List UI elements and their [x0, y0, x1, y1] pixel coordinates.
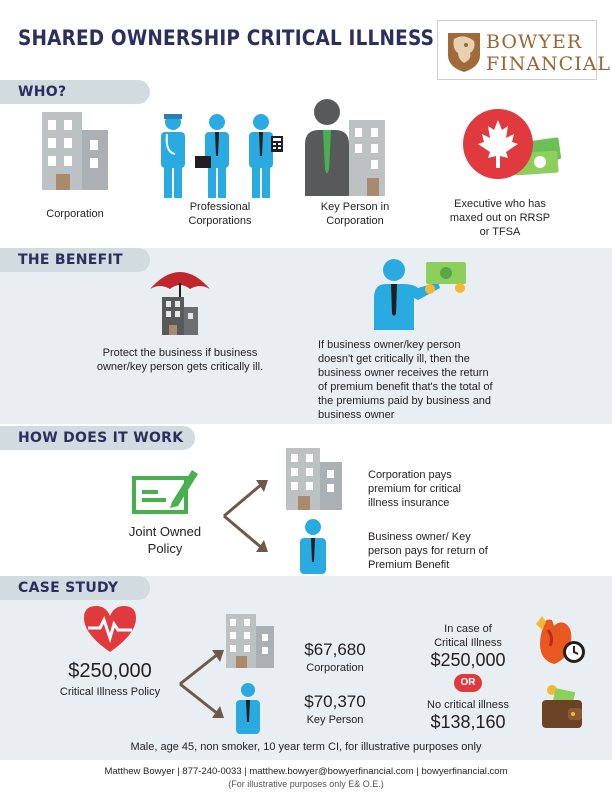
case-ill-text-1: In case of: [444, 623, 492, 635]
lion-emblem-icon: [446, 29, 482, 73]
company-logo: [437, 20, 612, 80]
how-policy-line-1: Joint Owned: [128, 524, 202, 539]
section-bar-how: [0, 426, 195, 450]
case-key-person-icon: [234, 682, 262, 734]
benefit-right-text-3: business owner receives the return: [318, 367, 489, 379]
section-bar-benefit: [0, 248, 150, 272]
key-person-building-icon: [305, 98, 395, 196]
how-owner-text-2: person pays for return of: [368, 545, 488, 557]
section-bar-case: [0, 576, 150, 600]
who-label-corporation: Corporation: [46, 208, 104, 220]
how-owner-text-1: Business owner/ Key: [368, 531, 471, 543]
who-label-executive-2: maxed out on RRSP: [449, 212, 551, 224]
benefit-right-text-1: If business owner/key person: [318, 339, 461, 351]
case-policy-amount: $250,000: [68, 660, 152, 682]
check-signing-icon: [132, 464, 198, 516]
case-corp-label: Corporation: [306, 662, 364, 674]
person-receiving-money-icon: [368, 258, 472, 330]
how-corp-text-2: premium for critical: [368, 483, 461, 495]
benefit-left-text-2: owner/key person gets critically ill.: [96, 361, 264, 373]
how-policy-line-2: Policy: [147, 541, 183, 556]
logo-text-line1: BOWYER: [486, 31, 583, 53]
umbrella-building-icon: [148, 263, 212, 335]
who-label-keyperson-2: Corporation: [326, 215, 384, 227]
benefit-right-text-5: the premiums paid by business and: [318, 395, 492, 407]
case-noill-text: No critical illness: [427, 699, 509, 711]
case-corporation-icon: [226, 614, 274, 668]
case-ill-text-2: Critical Illness: [434, 637, 502, 649]
who-label-executive-1: Executive who has: [454, 198, 546, 210]
benefit-left-text-1: Protect the business if business: [102, 347, 258, 359]
case-policy-label: Critical Illness Policy: [59, 686, 161, 698]
section-heading-who: WHO?: [18, 84, 67, 100]
case-split-arrows-icon: [178, 648, 228, 720]
heart-pulse-icon: [82, 604, 138, 654]
section-heading-case: CASE STUDY: [18, 580, 119, 596]
case-key-amount: $70,370: [304, 692, 366, 711]
business-owner-icon: [298, 518, 328, 574]
who-label-professional-2: Corporations: [188, 215, 252, 227]
case-key-label: Key Person: [306, 714, 364, 726]
benefit-right-text-6: business owner: [318, 409, 395, 421]
how-owner-text-3: Premium Benefit: [368, 559, 450, 571]
logo-text-line2: FINANCIAL: [486, 53, 612, 75]
or-badge: OR: [454, 674, 482, 692]
section-bar-who: [0, 80, 150, 104]
professionals-group-icon: [155, 112, 285, 198]
case-ill-amount: $250,000: [430, 650, 506, 670]
who-label-executive-3: or TFSA: [479, 226, 521, 238]
who-label-professional-1: Professional: [189, 201, 251, 213]
section-heading-how: HOW DOES IT WORK: [18, 430, 184, 446]
wallet-money-icon: [540, 684, 584, 730]
split-arrows-icon: [222, 478, 272, 554]
case-noill-amount: $138,160: [430, 712, 506, 732]
heart-clock-icon: [536, 616, 588, 668]
corporation-building-icon: [42, 112, 108, 190]
benefit-right-text-4: of premium benefit that's the total of: [318, 381, 493, 393]
benefit-right-text-2: doesn't get critically ill, then the: [318, 353, 470, 365]
case-corp-amount: $67,680: [304, 640, 366, 659]
how-corp-text-3: illness insurance: [368, 497, 450, 509]
footer-contact: Matthew Bowyer | 877-240-0033 | matthew.bowyer@bowyerfinancial.com | bowyerfinancial.com: [104, 766, 508, 777]
case-note: Male, age 45, non smoker, 10 year term CI, for illustrative purposes only: [130, 741, 482, 753]
corporation-building-small-icon: [286, 448, 342, 510]
section-heading-benefit: THE BENEFIT: [18, 252, 123, 268]
page-title: SHARED OWNERSHIP CRITICAL ILLNESS: [18, 26, 435, 50]
canada-money-icon: [462, 108, 562, 188]
footer-disclaimer: (For illustrative purposes only E& O.E.): [228, 779, 384, 789]
who-label-keyperson-1: Key Person in: [320, 201, 390, 213]
how-corp-text-1: Corporation pays: [368, 469, 452, 481]
